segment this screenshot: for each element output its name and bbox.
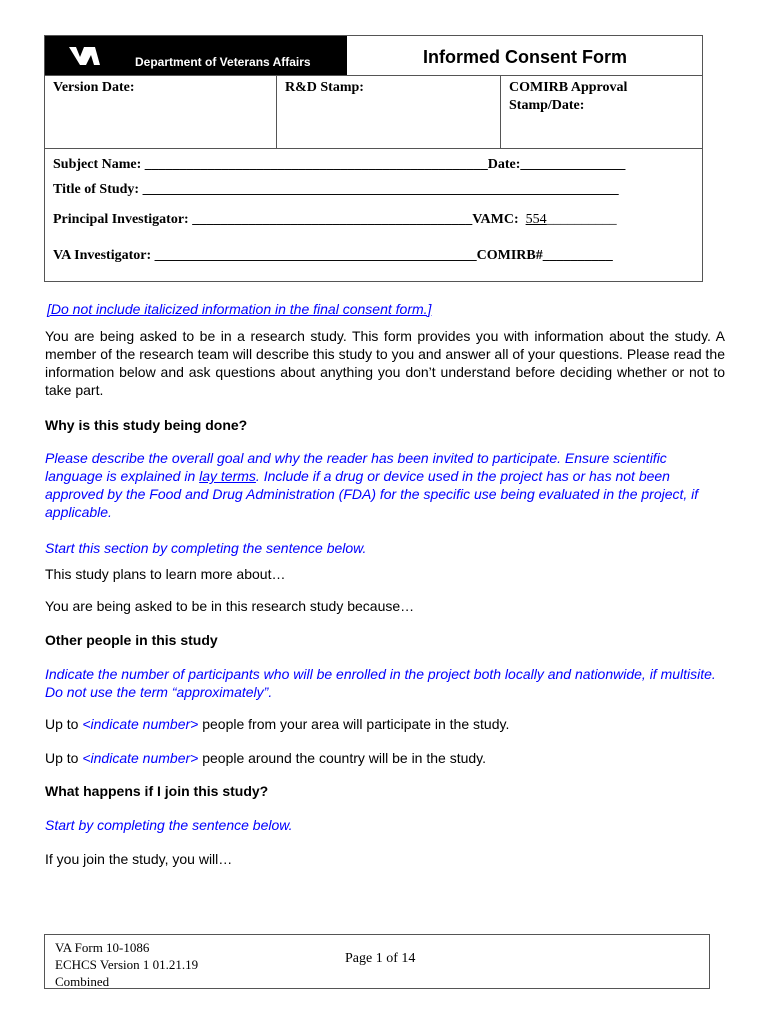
va-investigator-field[interactable]: VA Investigator: ______________________________________________COMIRB#__________ xyxy=(53,248,613,263)
instruction-text: . Include if a drug or device used in the project has or has not been approved by the Food and Drug Administration (FDA) for the specific use being evaluated in the project, if applicable. xyxy=(45,468,699,520)
page-number: Page 1 of 14 xyxy=(345,951,416,966)
version-date-label: Version Date: xyxy=(45,76,277,148)
stamp-row xyxy=(45,75,702,149)
title-of-study-field[interactable]: Title of Study: ____________________________________________________________________ xyxy=(53,182,619,197)
text: Up to xyxy=(45,750,83,766)
comirb-stamp-label: COMIRB Approval Stamp/Date: xyxy=(509,80,628,113)
section-heading-others: Other people in this study xyxy=(45,632,218,648)
text: people around the country will be in the study. xyxy=(198,750,487,766)
instruction-join: Start by completing the sentence below. xyxy=(45,817,293,833)
paragraph-because: You are being asked to be in this research study because… xyxy=(45,598,415,614)
lay-terms-link[interactable]: lay terms xyxy=(199,468,256,484)
principal-investigator-field[interactable] xyxy=(53,212,617,228)
rd-stamp-label: R&D Stamp: xyxy=(277,76,501,148)
placeholder-number: <indicate number> xyxy=(82,716,199,732)
va-banner xyxy=(45,36,347,75)
form-version: ECHCS Version 1 01.21.19 xyxy=(55,957,199,972)
text: people from your area will participate in the study. xyxy=(198,716,510,732)
section-heading-why: Why is this study being done? xyxy=(45,417,248,433)
instruction-participants: Indicate the number of participants who will be enrolled in the project both locally and nationwide, if multisite. Do not use the term “approximately”. xyxy=(45,666,716,700)
form-info xyxy=(55,939,198,990)
subject-name-field[interactable]: Subject Name: _________________________________________________Date:_______________ xyxy=(53,157,626,172)
instruction-text: Please describe the overall goal and why the reader has been invited to participate. Ensure scientific language is explained in xyxy=(45,450,667,484)
paragraph-learn: This study plans to learn more about… xyxy=(45,566,286,582)
text: Up to xyxy=(45,716,83,732)
vamc-value: 554 xyxy=(525,212,547,227)
page-footer xyxy=(44,934,710,989)
department-name: Department of Veterans Affairs xyxy=(135,55,311,69)
placeholder-number: <indicate number> xyxy=(82,750,199,766)
instruction-start: Start this section by completing the sentence below. xyxy=(45,540,367,556)
consent-header-box xyxy=(44,35,703,282)
instruction-why xyxy=(45,449,725,521)
form-number: VA Form 10-1086 xyxy=(55,940,150,955)
form-combined: Combined xyxy=(55,974,110,989)
intro-paragraph: You are being asked to be in a research study. This form provides you with information about the study. A member of the research team will describe this study to you and answer all of your questions. Please read the information below and ask questions about anything you don’t understand before deciding whether or not to take part. xyxy=(45,328,725,398)
paragraph-join: If you join the study, you will… xyxy=(45,851,233,867)
pi-label: Principal Investigator: ________________________________________VAMC: xyxy=(53,212,519,227)
section-heading-join: What happens if I join this study? xyxy=(45,783,269,799)
italic-note: [Do not include italicized information in the final consent form.] xyxy=(47,301,432,317)
paragraph-local xyxy=(45,715,725,733)
va-logo-icon xyxy=(67,44,101,68)
paragraph-national xyxy=(45,749,725,767)
vamc-blank: __________ xyxy=(546,212,617,227)
form-title: Informed Consent Form xyxy=(422,47,627,67)
